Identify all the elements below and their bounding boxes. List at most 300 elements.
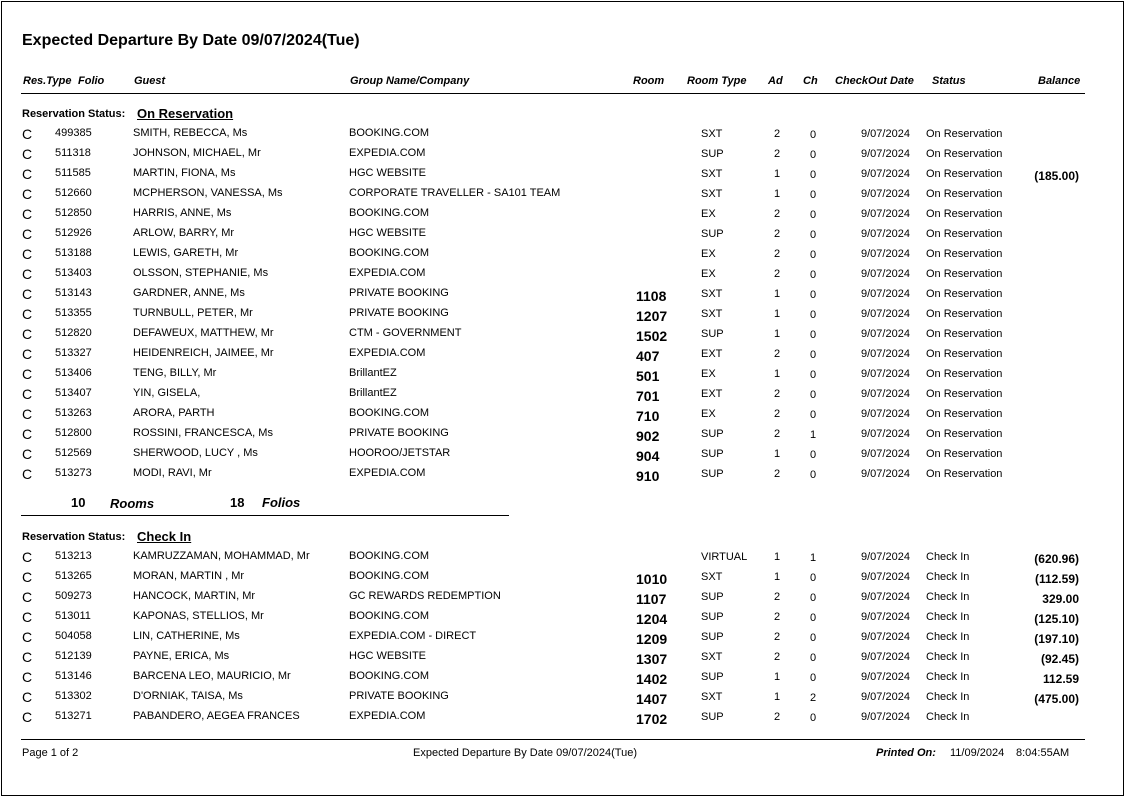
res-type-cell: C xyxy=(22,346,33,362)
adults-cell: 1 xyxy=(773,671,781,683)
footer-report-title: Expected Departure By Date 09/07/2024(Tue) xyxy=(413,747,638,759)
group-cell: EXPEDIA.COM xyxy=(349,710,426,722)
summary-folios-label: Folios xyxy=(262,495,301,510)
footer-printed-label: Printed On: xyxy=(876,747,936,759)
guest-cell: DEFAWEUX, MATTHEW, Mr xyxy=(133,327,274,339)
folio-cell: 513188 xyxy=(55,247,92,259)
status-cell: On Reservation xyxy=(926,188,1003,200)
guest-cell: HANCOCK, MARTIN, Mr xyxy=(133,590,256,602)
adults-cell: 1 xyxy=(773,188,781,200)
group-cell: BOOKING.COM xyxy=(349,127,430,139)
table-row xyxy=(0,650,1126,670)
adults-cell: 2 xyxy=(773,591,781,603)
room-type-cell: VIRTUAL xyxy=(701,551,748,563)
guest-cell: MORAN, MARTIN , Mr xyxy=(133,570,245,582)
children-cell: 0 xyxy=(809,632,817,644)
children-cell: 0 xyxy=(809,712,817,724)
status-cell: On Reservation xyxy=(926,288,1003,300)
checkout-date-cell: 9/07/2024 xyxy=(861,671,910,683)
children-cell: 0 xyxy=(809,289,817,301)
room-cell: 501 xyxy=(636,368,660,384)
room-cell: 1207 xyxy=(636,308,668,324)
group-cell: BOOKING.COM xyxy=(349,407,430,419)
room-type-cell: SUP xyxy=(701,148,724,160)
group-cell: BOOKING.COM xyxy=(349,550,430,562)
table-row xyxy=(0,630,1126,650)
group-cell: BrillantEZ xyxy=(349,387,397,399)
guest-cell: MODI, RAVI, Mr xyxy=(133,467,212,479)
checkout-date-cell: 9/07/2024 xyxy=(861,148,910,160)
room-type-cell: SXT xyxy=(701,691,723,703)
status-cell: On Reservation xyxy=(926,308,1003,320)
guest-cell: KAMRUZZAMAN, MOHAMMAD, Mr xyxy=(133,550,310,562)
res-type-cell: C xyxy=(22,609,33,625)
room-type-cell: SXT xyxy=(701,571,723,583)
col-header-balance: Balance xyxy=(1038,75,1081,87)
children-cell: 0 xyxy=(809,572,817,584)
folio-cell: 513302 xyxy=(55,690,92,702)
group-cell: PRIVATE BOOKING xyxy=(349,427,449,439)
group-cell: PRIVATE BOOKING xyxy=(349,287,449,299)
folio-cell: 513273 xyxy=(55,467,92,479)
folio-cell: 512139 xyxy=(55,650,92,662)
folio-cell: 504058 xyxy=(55,630,92,642)
room-cell: 407 xyxy=(636,348,660,364)
res-type-cell: C xyxy=(22,426,33,442)
balance-cell: (92.45) xyxy=(1040,652,1079,666)
folio-cell: 513406 xyxy=(55,367,92,379)
status-cell: On Reservation xyxy=(926,428,1003,440)
room-type-cell: EX xyxy=(701,208,716,220)
room-cell: 1502 xyxy=(636,328,668,344)
status-cell: Check In xyxy=(926,691,970,703)
res-type-cell: C xyxy=(22,466,33,482)
adults-cell: 2 xyxy=(773,428,781,440)
group-cell: EXPEDIA.COM xyxy=(349,467,426,479)
table-row xyxy=(0,127,1126,147)
children-cell: 0 xyxy=(809,349,817,361)
guest-cell: KAPONAS, STELLIOS, Mr xyxy=(133,610,264,622)
adults-cell: 2 xyxy=(773,128,781,140)
room-cell: 701 xyxy=(636,388,660,404)
group-cell: EXPEDIA.COM xyxy=(349,267,426,279)
adults-cell: 1 xyxy=(773,551,781,563)
res-type-cell: C xyxy=(22,629,33,645)
folio-cell: 513011 xyxy=(55,610,91,622)
table-row xyxy=(0,690,1126,710)
table-row xyxy=(0,327,1126,347)
room-type-cell: SUP xyxy=(701,228,724,240)
footer-rule xyxy=(21,739,1085,740)
folio-cell: 513146 xyxy=(55,670,92,682)
col-header-room-type: Room Type xyxy=(687,75,747,87)
res-type-cell: C xyxy=(22,446,33,462)
table-row xyxy=(0,610,1126,630)
adults-cell: 1 xyxy=(773,288,781,300)
room-type-cell: SXT xyxy=(701,308,723,320)
table-row xyxy=(0,670,1126,690)
children-cell: 0 xyxy=(809,469,817,481)
adults-cell: 2 xyxy=(773,711,781,723)
checkout-date-cell: 9/07/2024 xyxy=(861,168,910,180)
adults-cell: 2 xyxy=(773,408,781,420)
table-row xyxy=(0,427,1126,447)
col-header-room: Room xyxy=(633,75,665,87)
group-cell: HGC WEBSITE xyxy=(349,167,427,179)
table-row xyxy=(0,710,1126,730)
children-cell: 0 xyxy=(809,409,817,421)
guest-cell: ARORA, PARTH xyxy=(133,407,215,419)
table-row xyxy=(0,467,1126,487)
adults-cell: 1 xyxy=(773,691,781,703)
children-cell: 0 xyxy=(809,169,817,181)
balance-cell: (475.00) xyxy=(1034,692,1079,706)
children-cell: 0 xyxy=(809,389,817,401)
checkout-date-cell: 9/07/2024 xyxy=(861,691,910,703)
table-row xyxy=(0,147,1126,167)
room-type-cell: SUP xyxy=(701,328,724,340)
group-cell: CTM - GOVERNMENT xyxy=(349,327,462,339)
balance-cell: 112.59 xyxy=(1042,672,1079,686)
room-type-cell: EX xyxy=(701,268,716,280)
children-cell: 0 xyxy=(809,209,817,221)
room-cell: 1107 xyxy=(636,591,667,607)
folio-cell: 513327 xyxy=(55,347,92,359)
checkout-date-cell: 9/07/2024 xyxy=(861,711,910,723)
folio-cell: 512660 xyxy=(55,187,92,199)
status-cell: On Reservation xyxy=(926,268,1003,280)
adults-cell: 2 xyxy=(773,348,781,360)
res-type-cell: C xyxy=(22,226,33,242)
status-cell: On Reservation xyxy=(926,368,1003,380)
guest-cell: LIN, CATHERINE, Ms xyxy=(133,630,240,642)
group-cell: PRIVATE BOOKING xyxy=(349,690,449,702)
room-type-cell: SUP xyxy=(701,611,724,623)
res-type-cell: C xyxy=(22,649,33,665)
room-type-cell: SUP xyxy=(701,428,724,440)
res-type-cell: C xyxy=(22,126,33,142)
guest-cell: GARDNER, ANNE, Ms xyxy=(133,287,245,299)
room-type-cell: EX xyxy=(701,408,716,420)
section-status-label: Reservation Status: xyxy=(22,108,126,120)
balance-cell: (112.59) xyxy=(1034,572,1079,586)
guest-cell: SMITH, REBECCA, Ms xyxy=(133,127,248,139)
res-type-cell: C xyxy=(22,549,33,565)
guest-cell: HARRIS, ANNE, Ms xyxy=(133,207,232,219)
col-header-guest: Guest xyxy=(134,75,166,87)
room-cell: 1702 xyxy=(636,711,668,727)
footer-printed-date: 11/09/2024 xyxy=(950,747,1005,759)
status-cell: On Reservation xyxy=(926,208,1003,220)
children-cell: 0 xyxy=(809,129,817,141)
children-cell: 0 xyxy=(809,249,817,261)
checkout-date-cell: 9/07/2024 xyxy=(861,188,910,200)
adults-cell: 2 xyxy=(773,651,781,663)
table-row xyxy=(0,347,1126,367)
guest-cell: BARCENA LEO, MAURICIO, Mr xyxy=(133,670,291,682)
col-header-folio: Folio xyxy=(78,75,105,87)
adults-cell: 2 xyxy=(773,631,781,643)
checkout-date-cell: 9/07/2024 xyxy=(861,308,910,320)
group-cell: EXPEDIA.COM xyxy=(349,147,426,159)
table-row xyxy=(0,267,1126,287)
res-type-cell: C xyxy=(22,306,33,322)
table-row xyxy=(0,447,1126,467)
adults-cell: 2 xyxy=(773,208,781,220)
table-row xyxy=(0,307,1126,327)
children-cell: 0 xyxy=(809,672,817,684)
res-type-cell: C xyxy=(22,406,33,422)
res-type-cell: C xyxy=(22,186,33,202)
balance-cell: 329.00 xyxy=(1042,592,1079,606)
header-rule xyxy=(21,93,1085,94)
adults-cell: 2 xyxy=(773,468,781,480)
folio-cell: 499385 xyxy=(55,127,92,139)
adults-cell: 2 xyxy=(773,228,781,240)
status-cell: On Reservation xyxy=(926,228,1003,240)
res-type-cell: C xyxy=(22,166,33,182)
col-header-res-type: Res.Type xyxy=(23,75,72,87)
adults-cell: 2 xyxy=(773,148,781,160)
guest-cell: PAYNE, ERICA, Ms xyxy=(133,650,230,662)
room-cell: 1307 xyxy=(636,651,668,667)
children-cell: 0 xyxy=(809,329,817,341)
group-cell: HGC WEBSITE xyxy=(349,227,427,239)
room-cell: 1204 xyxy=(636,611,668,627)
table-row xyxy=(0,247,1126,267)
table-row xyxy=(0,550,1126,570)
table-row xyxy=(0,207,1126,227)
group-cell: CORPORATE TRAVELLER - SA101 TEAM xyxy=(349,187,561,199)
folio-cell: 513213 xyxy=(55,550,92,562)
status-cell: On Reservation xyxy=(926,468,1003,480)
group-cell: BrillantEZ xyxy=(349,367,397,379)
balance-cell: (197.10) xyxy=(1034,632,1079,646)
status-cell: Check In xyxy=(926,651,970,663)
checkout-date-cell: 9/07/2024 xyxy=(861,651,910,663)
room-cell: 1010 xyxy=(636,571,668,587)
status-cell: Check In xyxy=(926,671,970,683)
room-cell: 902 xyxy=(636,428,660,444)
group-cell: PRIVATE BOOKING xyxy=(349,307,449,319)
table-row xyxy=(0,367,1126,387)
room-type-cell: SXT xyxy=(701,168,723,180)
checkout-date-cell: 9/07/2024 xyxy=(861,228,910,240)
checkout-date-cell: 9/07/2024 xyxy=(861,448,910,460)
status-cell: On Reservation xyxy=(926,348,1003,360)
status-cell: Check In xyxy=(926,711,970,723)
room-type-cell: SUP xyxy=(701,448,724,460)
room-cell: 904 xyxy=(636,448,660,464)
guest-cell: YIN, GISELA, xyxy=(133,387,201,399)
children-cell: 1 xyxy=(809,429,817,441)
adults-cell: 1 xyxy=(773,571,781,583)
col-header-ch: Ch xyxy=(803,75,818,87)
guest-cell: ROSSINI, FRANCESCA, Ms xyxy=(133,427,273,439)
checkout-date-cell: 9/07/2024 xyxy=(861,288,910,300)
children-cell: 0 xyxy=(809,149,817,161)
checkout-date-cell: 9/07/2024 xyxy=(861,631,910,643)
status-cell: On Reservation xyxy=(926,148,1003,160)
summary-rooms-count: 10 xyxy=(71,495,86,510)
children-cell: 0 xyxy=(809,652,817,664)
room-type-cell: SXT xyxy=(701,651,723,663)
folio-cell: 511318 xyxy=(55,147,91,159)
col-header-checkout: CheckOut Date xyxy=(835,75,914,87)
res-type-cell: C xyxy=(22,366,33,382)
room-type-cell: EXT xyxy=(701,348,723,360)
res-type-cell: C xyxy=(22,246,33,262)
guest-cell: MCPHERSON, VANESSA, Ms xyxy=(133,187,283,199)
footer-printed-time: 8:04:55AM xyxy=(1016,747,1070,759)
room-type-cell: EX xyxy=(701,368,716,380)
table-row xyxy=(0,570,1126,590)
res-type-cell: C xyxy=(22,386,33,402)
group-cell: EXPEDIA.COM xyxy=(349,347,426,359)
section-status-value: On Reservation xyxy=(137,106,234,121)
status-cell: On Reservation xyxy=(926,328,1003,340)
folio-cell: 513271 xyxy=(55,710,92,722)
res-type-cell: C xyxy=(22,569,33,585)
report-title: Expected Departure By Date 09/07/2024(Tue) xyxy=(22,32,360,49)
guest-cell: TENG, BILLY, Mr xyxy=(133,367,217,379)
guest-cell: D'ORNIAK, TAISA, Ms xyxy=(133,690,243,702)
section-status-value: Check In xyxy=(137,529,192,544)
folio-cell: 512850 xyxy=(55,207,92,219)
res-type-cell: C xyxy=(22,206,33,222)
checkout-date-cell: 9/07/2024 xyxy=(861,208,910,220)
status-cell: On Reservation xyxy=(926,128,1003,140)
group-cell: HOOROO/JETSTAR xyxy=(349,447,451,459)
group-cell: BOOKING.COM xyxy=(349,610,430,622)
folio-cell: 512926 xyxy=(55,227,92,239)
room-type-cell: SXT xyxy=(701,128,723,140)
res-type-cell: C xyxy=(22,286,33,302)
room-type-cell: SXT xyxy=(701,188,723,200)
folio-cell: 513263 xyxy=(55,407,92,419)
folio-cell: 511585 xyxy=(55,167,91,179)
status-cell: Check In xyxy=(926,551,970,563)
checkout-date-cell: 9/07/2024 xyxy=(861,388,910,400)
folio-cell: 509273 xyxy=(55,590,92,602)
folio-cell: 512820 xyxy=(55,327,92,339)
guest-cell: ARLOW, BARRY, Mr xyxy=(133,227,235,239)
guest-cell: PABANDERO, AEGEA FRANCES xyxy=(133,710,300,722)
guest-cell: TURNBULL, PETER, Mr xyxy=(133,307,253,319)
status-cell: On Reservation xyxy=(926,448,1003,460)
room-cell: 1108 xyxy=(636,288,667,304)
children-cell: 1 xyxy=(809,552,817,564)
room-cell: 1402 xyxy=(636,671,668,687)
checkout-date-cell: 9/07/2024 xyxy=(861,248,910,260)
room-cell: 910 xyxy=(636,468,660,484)
room-type-cell: SUP xyxy=(701,631,724,643)
folio-cell: 513143 xyxy=(55,287,92,299)
group-cell: GC REWARDS REDEMPTION xyxy=(349,590,501,602)
children-cell: 0 xyxy=(809,229,817,241)
folio-cell: 512800 xyxy=(55,427,92,439)
status-cell: Check In xyxy=(926,611,970,623)
footer-page-number: Page 1 of 2 xyxy=(22,747,79,759)
status-cell: Check In xyxy=(926,591,970,603)
guest-cell: OLSSON, STEPHANIE, Ms xyxy=(133,267,269,279)
guest-cell: HEIDENREICH, JAIMEE, Mr xyxy=(133,347,274,359)
room-type-cell: SUP xyxy=(701,468,724,480)
checkout-date-cell: 9/07/2024 xyxy=(861,128,910,140)
checkout-date-cell: 9/07/2024 xyxy=(861,348,910,360)
children-cell: 0 xyxy=(809,369,817,381)
room-type-cell: SXT xyxy=(701,288,723,300)
checkout-date-cell: 9/07/2024 xyxy=(861,328,910,340)
room-type-cell: EX xyxy=(701,248,716,260)
children-cell: 2 xyxy=(809,692,817,704)
adults-cell: 1 xyxy=(773,308,781,320)
children-cell: 0 xyxy=(809,189,817,201)
checkout-date-cell: 9/07/2024 xyxy=(861,268,910,280)
checkout-date-cell: 9/07/2024 xyxy=(861,468,910,480)
status-cell: On Reservation xyxy=(926,168,1003,180)
adults-cell: 1 xyxy=(773,368,781,380)
group-cell: BOOKING.COM xyxy=(349,247,430,259)
checkout-date-cell: 9/07/2024 xyxy=(861,368,910,380)
room-cell: 1407 xyxy=(636,691,668,707)
room-type-cell: EXT xyxy=(701,388,723,400)
summary-rooms-label: Rooms xyxy=(110,496,155,511)
col-header-group: Group Name/Company xyxy=(350,75,470,87)
checkout-date-cell: 9/07/2024 xyxy=(861,611,910,623)
children-cell: 0 xyxy=(809,449,817,461)
col-header-status: Status xyxy=(932,75,966,87)
balance-cell: (125.10) xyxy=(1034,612,1079,626)
status-cell: On Reservation xyxy=(926,408,1003,420)
adults-cell: 1 xyxy=(773,168,781,180)
room-type-cell: SUP xyxy=(701,711,724,723)
adults-cell: 2 xyxy=(773,248,781,260)
children-cell: 0 xyxy=(809,612,817,624)
guest-cell: SHERWOOD, LUCY , Ms xyxy=(133,447,258,459)
table-row xyxy=(0,287,1126,307)
table-row xyxy=(0,187,1126,207)
balance-cell: (185.00) xyxy=(1034,169,1079,183)
folio-cell: 513407 xyxy=(55,387,92,399)
group-cell: BOOKING.COM xyxy=(349,207,430,219)
col-header-ad: Ad xyxy=(768,75,783,87)
res-type-cell: C xyxy=(22,669,33,685)
folio-cell: 513403 xyxy=(55,267,92,279)
table-row xyxy=(0,227,1126,247)
table-row xyxy=(0,167,1126,187)
section-status-label: Reservation Status: xyxy=(22,531,126,543)
children-cell: 0 xyxy=(809,309,817,321)
res-type-cell: C xyxy=(22,689,33,705)
guest-cell: LEWIS, GARETH, Mr xyxy=(133,247,239,259)
guest-cell: MARTIN, FIONA, Ms xyxy=(133,167,236,179)
checkout-date-cell: 9/07/2024 xyxy=(861,591,910,603)
res-type-cell: C xyxy=(22,266,33,282)
children-cell: 0 xyxy=(809,269,817,281)
adults-cell: 1 xyxy=(773,328,781,340)
res-type-cell: C xyxy=(22,709,33,725)
adults-cell: 1 xyxy=(773,448,781,460)
summary-rule xyxy=(21,515,509,516)
res-type-cell: C xyxy=(22,146,33,162)
room-type-cell: SUP xyxy=(701,591,724,603)
summary-folios-count: 18 xyxy=(230,495,245,510)
checkout-date-cell: 9/07/2024 xyxy=(861,428,910,440)
status-cell: Check In xyxy=(926,631,970,643)
table-row xyxy=(0,387,1126,407)
group-cell: BOOKING.COM xyxy=(349,570,430,582)
